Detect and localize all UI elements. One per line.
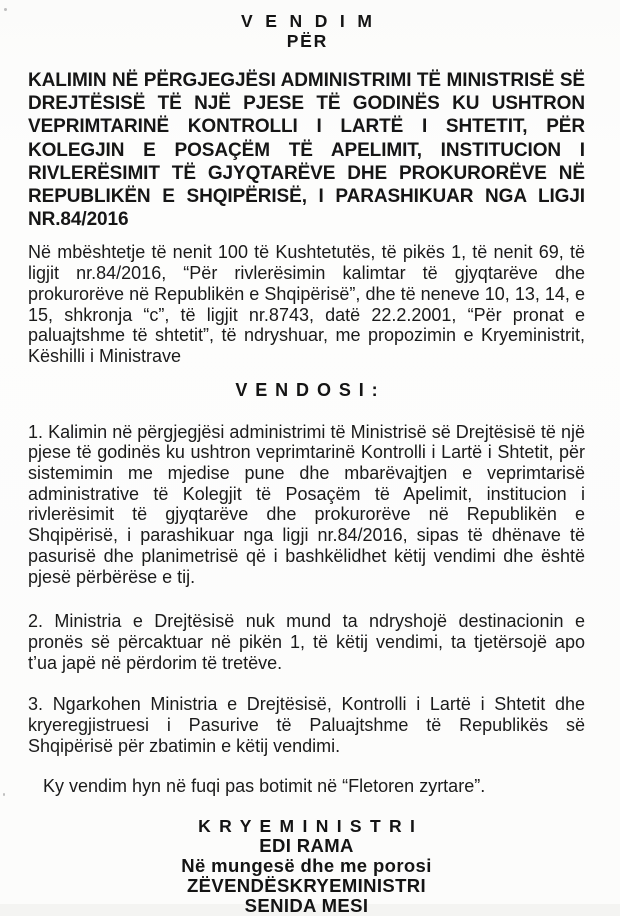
document-type-title: V E N D I M: [241, 11, 376, 31]
subject-heading: KALIMIN NË PËRGJEGJËSI ADMINISTRIMI TË MINISTRISË SË DREJTËSISË TË NJË PJESE TË GODINËS KU USHTRON VEPRIMTARINË KONTROLLI I LARTË I SHTETIT, PËR KOLEGJIN E POSAÇËM TË APELIMIT, INSTITUCION I RIVLERËSIMIT TË GJYQTARËVE DHE PROKURORËVE NË REPUBLIKËN E SHQIPËRISË, I PARASHIKUAR NGA LIGJI NR.84/2016: [28, 70, 585, 231]
signatory-name: EDI RAMA: [259, 835, 354, 857]
deputy-signatory-name: SENIDA MESI: [244, 894, 369, 916]
article-1-paragraph: 1. Kalimin në përgjegjësi administrimi të Ministrisë së Drejtësisë të një pjese të godinës ku ushtron veprimtarinë Kontrolli i Lartë i Shtetit, për sistemimin me mjedise pune dhe mbarëvajtjen e veprimtarisë administrative të Kolegjit të Posaçëm të Apelimit, institucion i rivlerësimit të gjyqtarëve dhe prokurorëve në Republikën e Shqipërisë, i parashikuar nga ligji nr.84/2016, sipas të dhënave të pasurisë dhe planimetrisë që i bashkëlidhet këtij vendimi dhe është pjesë përbërëse e tij.: [28, 421, 585, 587]
article-3-paragraph: 3. Ngarkohen Ministria e Drejtësisë, Kontrolli i Lartë i Shtetit dhe kryeregjistruesi i Pasurive të Paluajtshme të Republikës së Shqipërisë për zbatimin e këtij vendimi.: [28, 694, 585, 756]
scan-speck-artifact: [3, 793, 5, 796]
entry-into-force-paragraph: Ky vendim hyn në fuqi pas botimit në “Fletoren zyrtare”.: [43, 776, 486, 797]
subject-intro-label: PËR: [286, 31, 328, 51]
deputy-signatory-title: ZËVENDËSKRYEMINISTRI: [186, 874, 427, 896]
decision-heading: V E N D O S I :: [235, 379, 380, 400]
scan-speck-artifact: [4, 8, 7, 11]
signature-block: [28, 816, 585, 915]
signatory-title: K R Y E M I N I S T R I: [198, 816, 417, 837]
article-2-paragraph: 2. Ministria e Drejtësisë nuk mund ta ndryshojë destinacionin e pronës së përcaktuar në pikën 1, të këtij vendimi, ta tjetërsojë apo t’ua japë në përdorim të tretëve.: [28, 611, 585, 673]
signature-absence-note: Në mungesë dhe me porosi: [181, 854, 432, 876]
preamble-paragraph: Në mbështetje të nenit 100 të Kushtetutës, të pikës 1, të nenit 69, të ligjit nr.84/2016, “Për rivlerësimin kalimtar të gjyqtarëve dhe prokurorëve në Republikën e Shqipërisë”, dhe të neneve 10, 13, 14, e 15, shkronja “c”, të ligjit nr.8743, datë 22.2.2001, “Për pronat e paluajtshme të shtetit”, të ndryshuar, me propozimin e Kryeministrit, Këshilli i Ministrave: [28, 242, 585, 366]
